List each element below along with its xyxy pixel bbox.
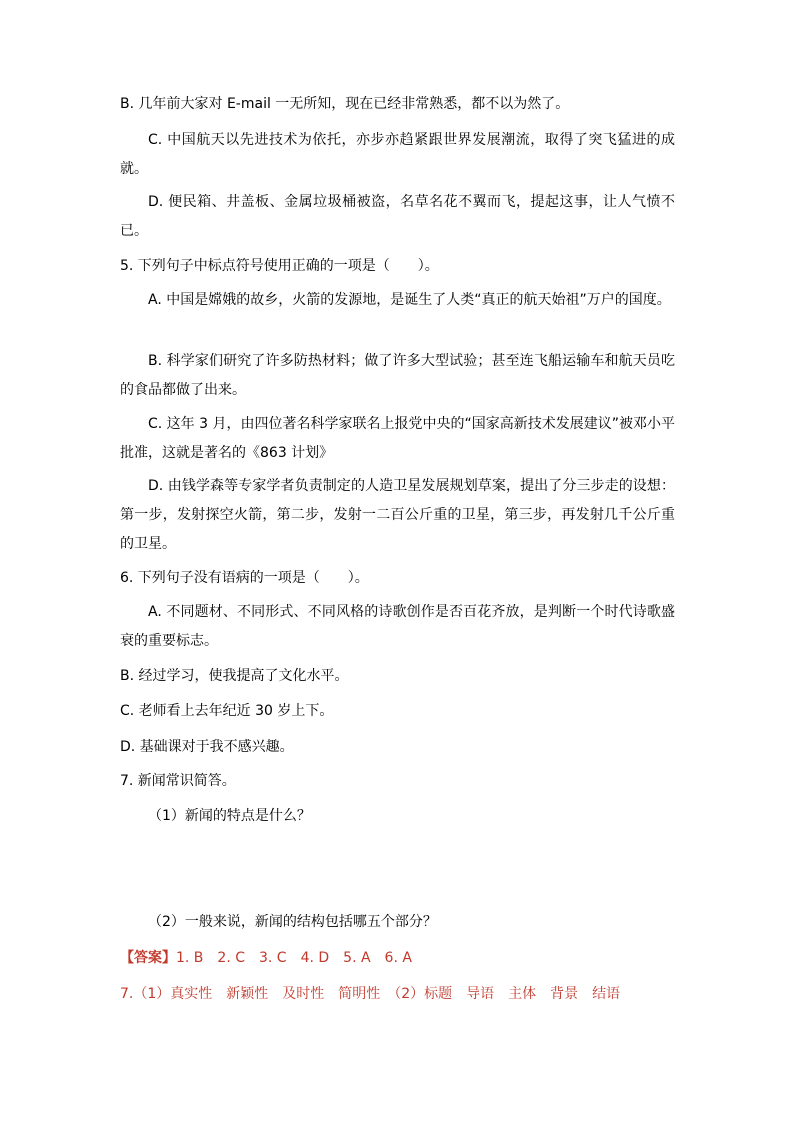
q5-option-b: B. 科学家们研究了许多防热材料；做了许多大型试验；甚至连飞船运输车和航天员吃的食品都做了出来。 <box>120 353 675 398</box>
q5-option-a: A. 中国是嫦娥的故乡，火箭的发源地，是诞生了人类“真正的航天始祖”万户的国度。 <box>148 292 671 308</box>
q7-sub2: （2）一般来说，新闻的结构包括哪五个部分？ <box>148 914 437 930</box>
q6-stem: 6. 下列句子没有语病的一项是（ ）。 <box>120 570 369 586</box>
q6-option-b: B. 经过学习，使我提高了文化水平。 <box>120 668 349 684</box>
q7-stem: 7. 新闻常识简答。 <box>120 773 236 789</box>
q6-option-d: D. 基础课对于我不感兴趣。 <box>120 739 294 755</box>
answer-tag: 【答案】 <box>120 950 176 966</box>
q4-option-b: B. 几年前大家对 E-mail 一无所知，现在已经非常熟悉，都不以为然了。 <box>120 96 570 112</box>
q4-option-c: C. 中国航天以先进技术为依托，亦步亦趋紧跟世界发展潮流，取得了突飞猛进的成就。 <box>120 132 675 177</box>
q6-option-c: C. 老师看上去年纪近 30 岁上下。 <box>120 703 334 719</box>
q7-sub1: （1）新闻的特点是什么？ <box>148 808 311 824</box>
answer-line-1 <box>120 948 412 968</box>
answer-line-1-text: 1. B 2. C 3. C 4. D 5. A 6. A <box>176 950 412 966</box>
q4-option-d: D. 便民箱、井盖板、金属垃圾桶被盗，名草名花不翼而飞，提起这事，让人气愤不已。 <box>120 194 675 239</box>
q5-option-d: D. 由钱学森等专家学者负责制定的人造卫星发展规划草案，提出了分三步走的设想：第一步，发射探空火箭，第二步，发射一二百公斤重的卫星，第三步，再发射几千公斤重的卫星。 <box>120 478 675 552</box>
answer-line-2: 7.（1）真实性 新颖性 及时性 简明性 （2）标题 导语 主体 背景 结语 <box>120 986 621 1002</box>
q6-option-a: A. 不同题材、不同形式、不同风格的诗歌创作是否百花齐放，是判断一个时代诗歌盛衰的重要标志。 <box>120 604 675 649</box>
q5-stem: 5. 下列句子中标点符号使用正确的一项是（ ）。 <box>120 258 439 274</box>
q5-option-c: C. 这年 3 月，由四位著名科学家联名上报党中央的“国家高新技术发展建议”被邓小平批准，这就是著名的《863 计划》 <box>120 416 675 461</box>
